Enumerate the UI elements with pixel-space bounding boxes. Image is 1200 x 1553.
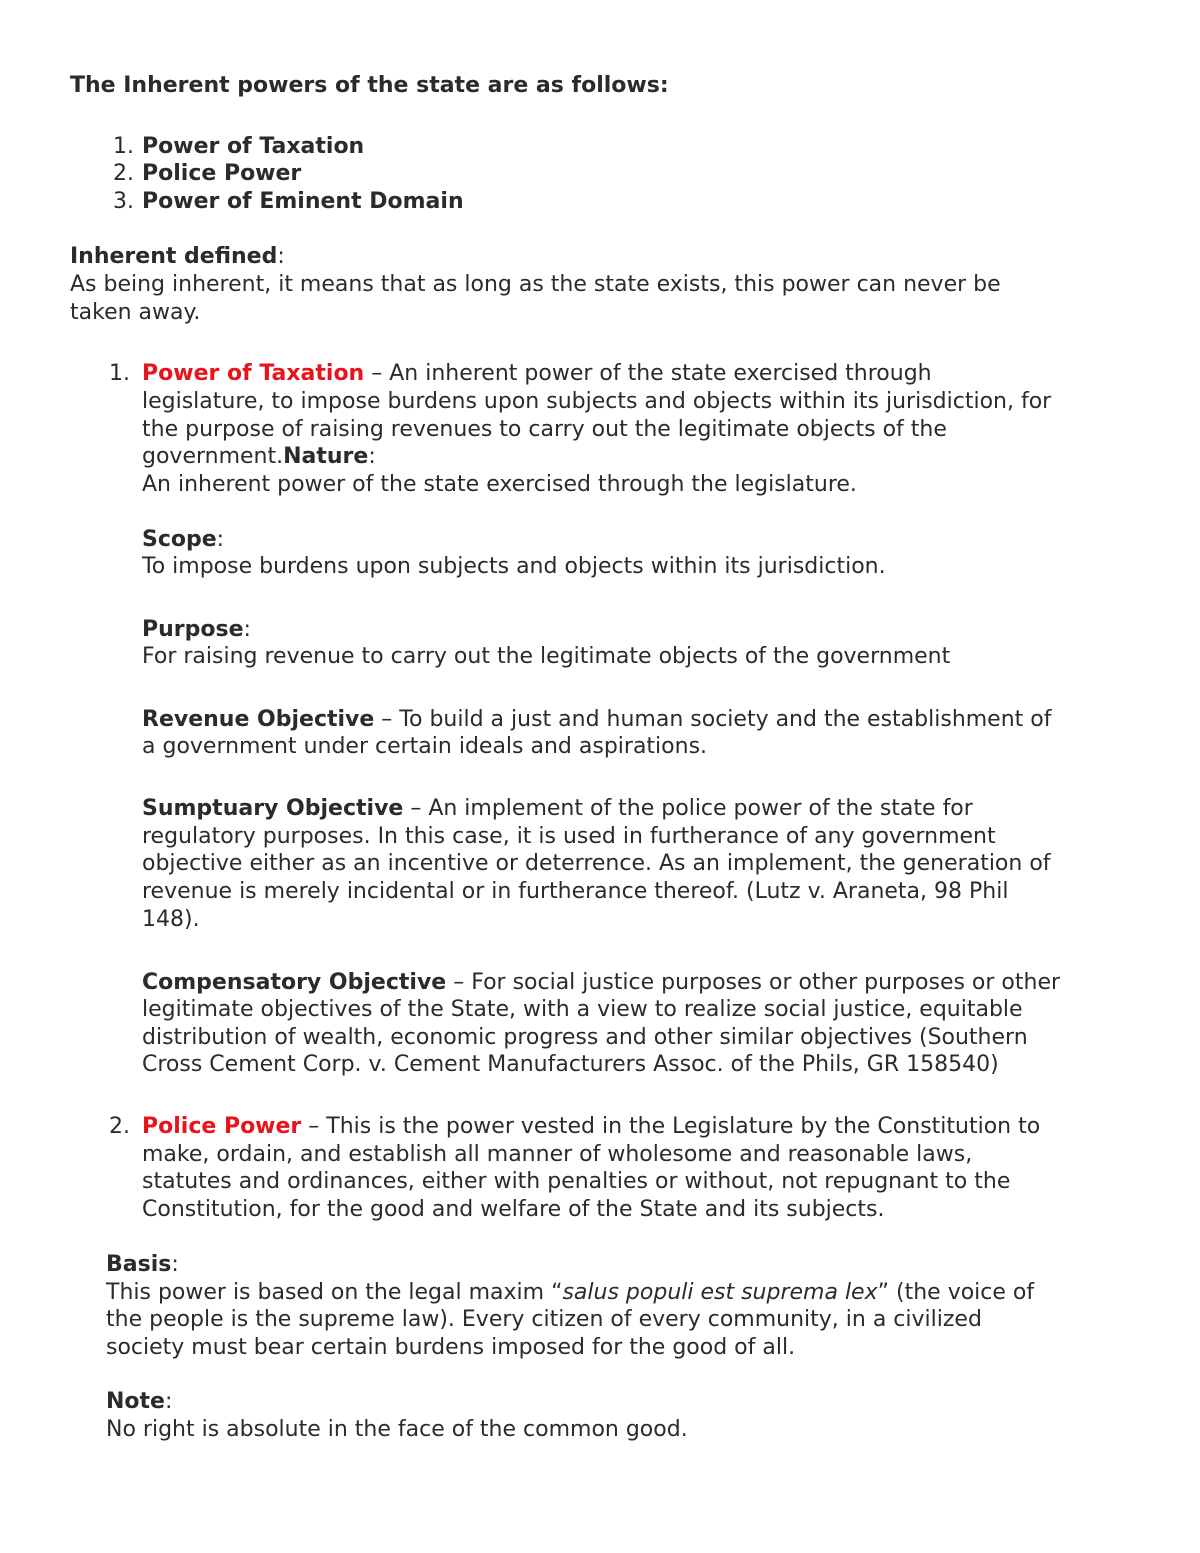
sumptuary-objective-line: regulatory purposes. In this case, it is used in furtherance of any government [142, 824, 996, 849]
basis-text-line: the people is the supreme law). Every citizen of every community, in a civilized [106, 1307, 982, 1332]
note-text: No right is absolute in the face of the common good. [106, 1417, 688, 1442]
taxation-definition-line: the purpose of raising revenues to carry out the legitimate objects of the [142, 417, 947, 442]
compensatory-objective-line: Cross Cement Corp. v. Cement Manufacturers Assoc. of the Phils, GR 158540) [142, 1052, 999, 1077]
purpose-heading: Purpose: [142, 617, 251, 642]
sumptuary-objective-line: Sumptuary Objective – An implement of the police power of the state for [142, 796, 973, 821]
police-definition-line: make, ordain, and establish all manner of wholesome and reasonable laws, [142, 1142, 973, 1167]
list-number: 3. [113, 189, 134, 214]
basis-text-line: This power is based on the legal maxim “salus populi est suprema lex” (the voice of [106, 1280, 1035, 1305]
taxation-title: Power of Taxation [142, 361, 365, 386]
inherent-definition-line: taken away. [70, 300, 201, 325]
police-definition-line: Police Power – This is the power vested in the Legislature by the Constitution to [142, 1114, 1041, 1139]
list-number: 2. [113, 161, 134, 186]
basis-heading: Basis: [106, 1252, 179, 1277]
revenue-objective-line: a government under certain ideals and aspirations. [142, 734, 708, 759]
police-definition-line: statutes and ordinances, either with penalties or without, not repugnant to the [142, 1169, 1011, 1194]
nature-text: An inherent power of the state exercised through the legislature. [142, 472, 857, 497]
list-number: 1. [109, 361, 130, 386]
taxation-definition-line: legislature, to impose burdens upon subjects and objects within its jurisdiction, for [142, 389, 1052, 414]
list-number: 2. [109, 1114, 130, 1139]
nature-label: Nature [283, 444, 369, 469]
sumptuary-objective-line: revenue is merely incidental or in furtherance thereof. (Lutz v. Araneta, 98 Phil [142, 879, 1009, 904]
taxation-definition-line: Power of Taxation – An inherent power of the state exercised through [142, 361, 932, 386]
purpose-text: For raising revenue to carry out the legitimate objects of the government [142, 644, 951, 669]
list-item: Police Power [142, 161, 302, 186]
inherent-defined-heading: Inherent defined: [70, 244, 285, 269]
sumptuary-objective-line: 148). [142, 907, 200, 932]
list-item: Power of Eminent Domain [142, 189, 464, 214]
sumptuary-objective-line: objective either as an incentive or deterrence. As an implement, the generation of [142, 851, 1051, 876]
list-item: Power of Taxation [142, 134, 365, 159]
compensatory-objective-line: legitimate objectives of the State, with a view to realize social justice, equitable [142, 997, 1023, 1022]
page-heading: The Inherent powers of the state are as follows: [70, 73, 669, 98]
basis-text-line: society must bear certain burdens imposed for the good of all. [106, 1335, 796, 1360]
taxation-definition-line: government.Nature: [142, 444, 376, 469]
scope-text: To impose burdens upon subjects and objects within its jurisdiction. [142, 554, 886, 579]
legal-maxim: salus populi est suprema lex [562, 1280, 878, 1305]
scope-heading: Scope: [142, 527, 225, 552]
compensatory-objective-line: Compensatory Objective – For social justice purposes or other purposes or other [142, 970, 1061, 995]
revenue-objective-line: Revenue Objective – To build a just and human society and the establishment of [142, 707, 1052, 732]
police-title: Police Power [142, 1114, 302, 1139]
compensatory-objective-line: distribution of wealth, economic progress and other similar objectives (Southern [142, 1025, 1028, 1050]
list-number: 1. [113, 134, 134, 159]
note-heading: Note: [106, 1389, 173, 1414]
police-definition-line: Constitution, for the good and welfare of the State and its subjects. [142, 1197, 885, 1222]
inherent-definition-line: As being inherent, it means that as long as the state exists, this power can never be [70, 272, 1001, 297]
